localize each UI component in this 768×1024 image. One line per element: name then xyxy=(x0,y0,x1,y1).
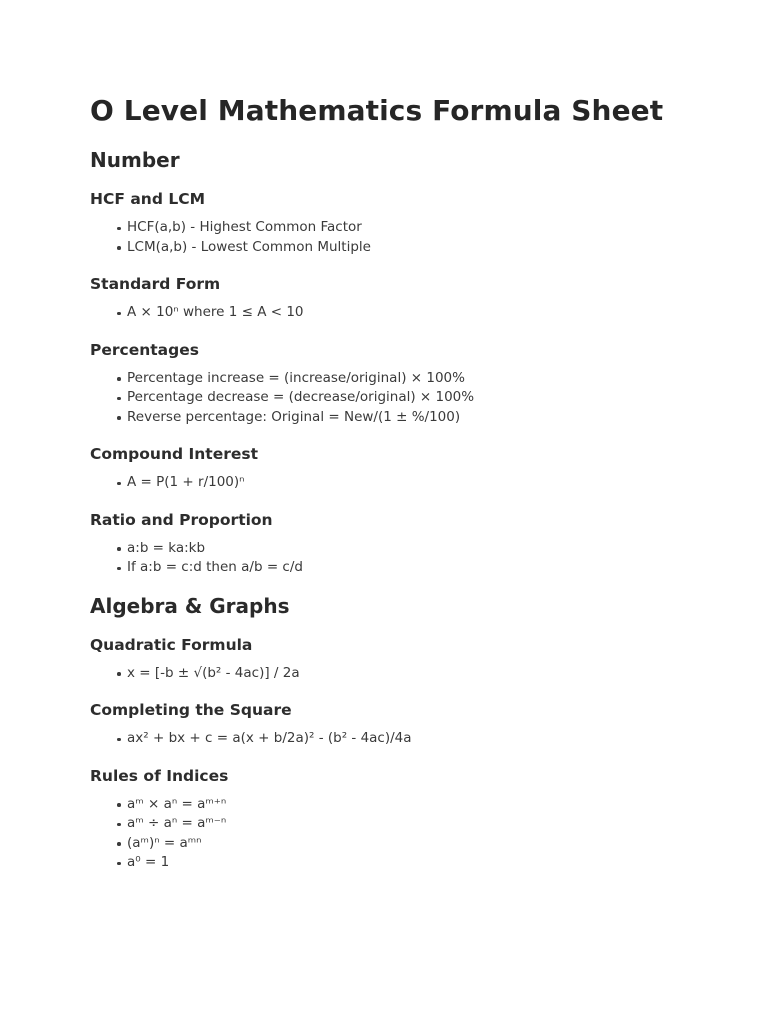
section-heading: Algebra & Graphs xyxy=(90,593,290,618)
subsection-percentages xyxy=(90,339,678,428)
section-number xyxy=(90,146,678,578)
section-algebra-graphs xyxy=(90,592,678,873)
formula-item: Percentage increase = (increase/original) × 100% xyxy=(127,369,678,389)
formula-list xyxy=(90,218,678,257)
subsection-heading: Compound Interest xyxy=(90,445,258,463)
section-heading: Number xyxy=(90,148,180,172)
formula-list xyxy=(90,795,678,873)
formula-list xyxy=(90,539,678,578)
subsection-completing-square xyxy=(90,699,678,749)
formula-item: (aᵐ)ⁿ = aᵐⁿ xyxy=(127,834,678,854)
formula-item: Reverse percentage: Original = New/(1 ± %/100) xyxy=(127,408,678,428)
subsection-heading: Percentages xyxy=(90,340,199,359)
subsection-heading: HCF and LCM xyxy=(90,190,205,208)
formula-item: ax² + bx + c = a(x + b/2a)² - (b² - 4ac)/4a xyxy=(127,729,678,749)
formula-item: a:b = ka:kb xyxy=(127,539,678,559)
formula-item: A = P(1 + r/100)ⁿ xyxy=(127,473,678,493)
subsection-standard-form xyxy=(90,273,678,323)
formula-item: If a:b = c:d then a/b = c/d xyxy=(127,558,678,578)
formula-list xyxy=(90,664,678,684)
formula-item: a⁰ = 1 xyxy=(127,853,678,873)
subsection-rules-of-indices xyxy=(90,765,678,873)
subsection-heading: Completing the Square xyxy=(90,701,292,719)
formula-item: HCF(a,b) - Highest Common Factor xyxy=(127,218,678,238)
subsection-compound-interest xyxy=(90,443,678,493)
formula-item: Percentage decrease = (decrease/original) × 100% xyxy=(127,388,678,408)
page-title: O Level Mathematics Formula Sheet xyxy=(90,94,664,127)
formula-list xyxy=(90,473,678,493)
subsection-ratio-proportion xyxy=(90,509,678,578)
formula-item: LCM(a,b) - Lowest Common Multiple xyxy=(127,238,678,258)
subsection-heading: Rules of Indices xyxy=(90,766,229,785)
formula-item: A × 10ⁿ where 1 ≤ A < 10 xyxy=(127,303,678,323)
formula-list xyxy=(90,369,678,428)
subsection-hcf-lcm xyxy=(90,188,678,257)
formula-item: aᵐ × aⁿ = aᵐ⁺ⁿ xyxy=(127,795,678,815)
subsection-heading: Quadratic Formula xyxy=(90,635,253,654)
subsection-heading: Ratio and Proportion xyxy=(90,510,273,529)
formula-list xyxy=(90,303,678,323)
formula-item: aᵐ ÷ aⁿ = aᵐ⁻ⁿ xyxy=(127,814,678,834)
subsection-heading: Standard Form xyxy=(90,275,221,293)
subsection-quadratic-formula xyxy=(90,634,678,684)
formula-list xyxy=(90,729,678,749)
formula-item: x = [-b ± √(b² - 4ac)] / 2a xyxy=(127,664,678,684)
